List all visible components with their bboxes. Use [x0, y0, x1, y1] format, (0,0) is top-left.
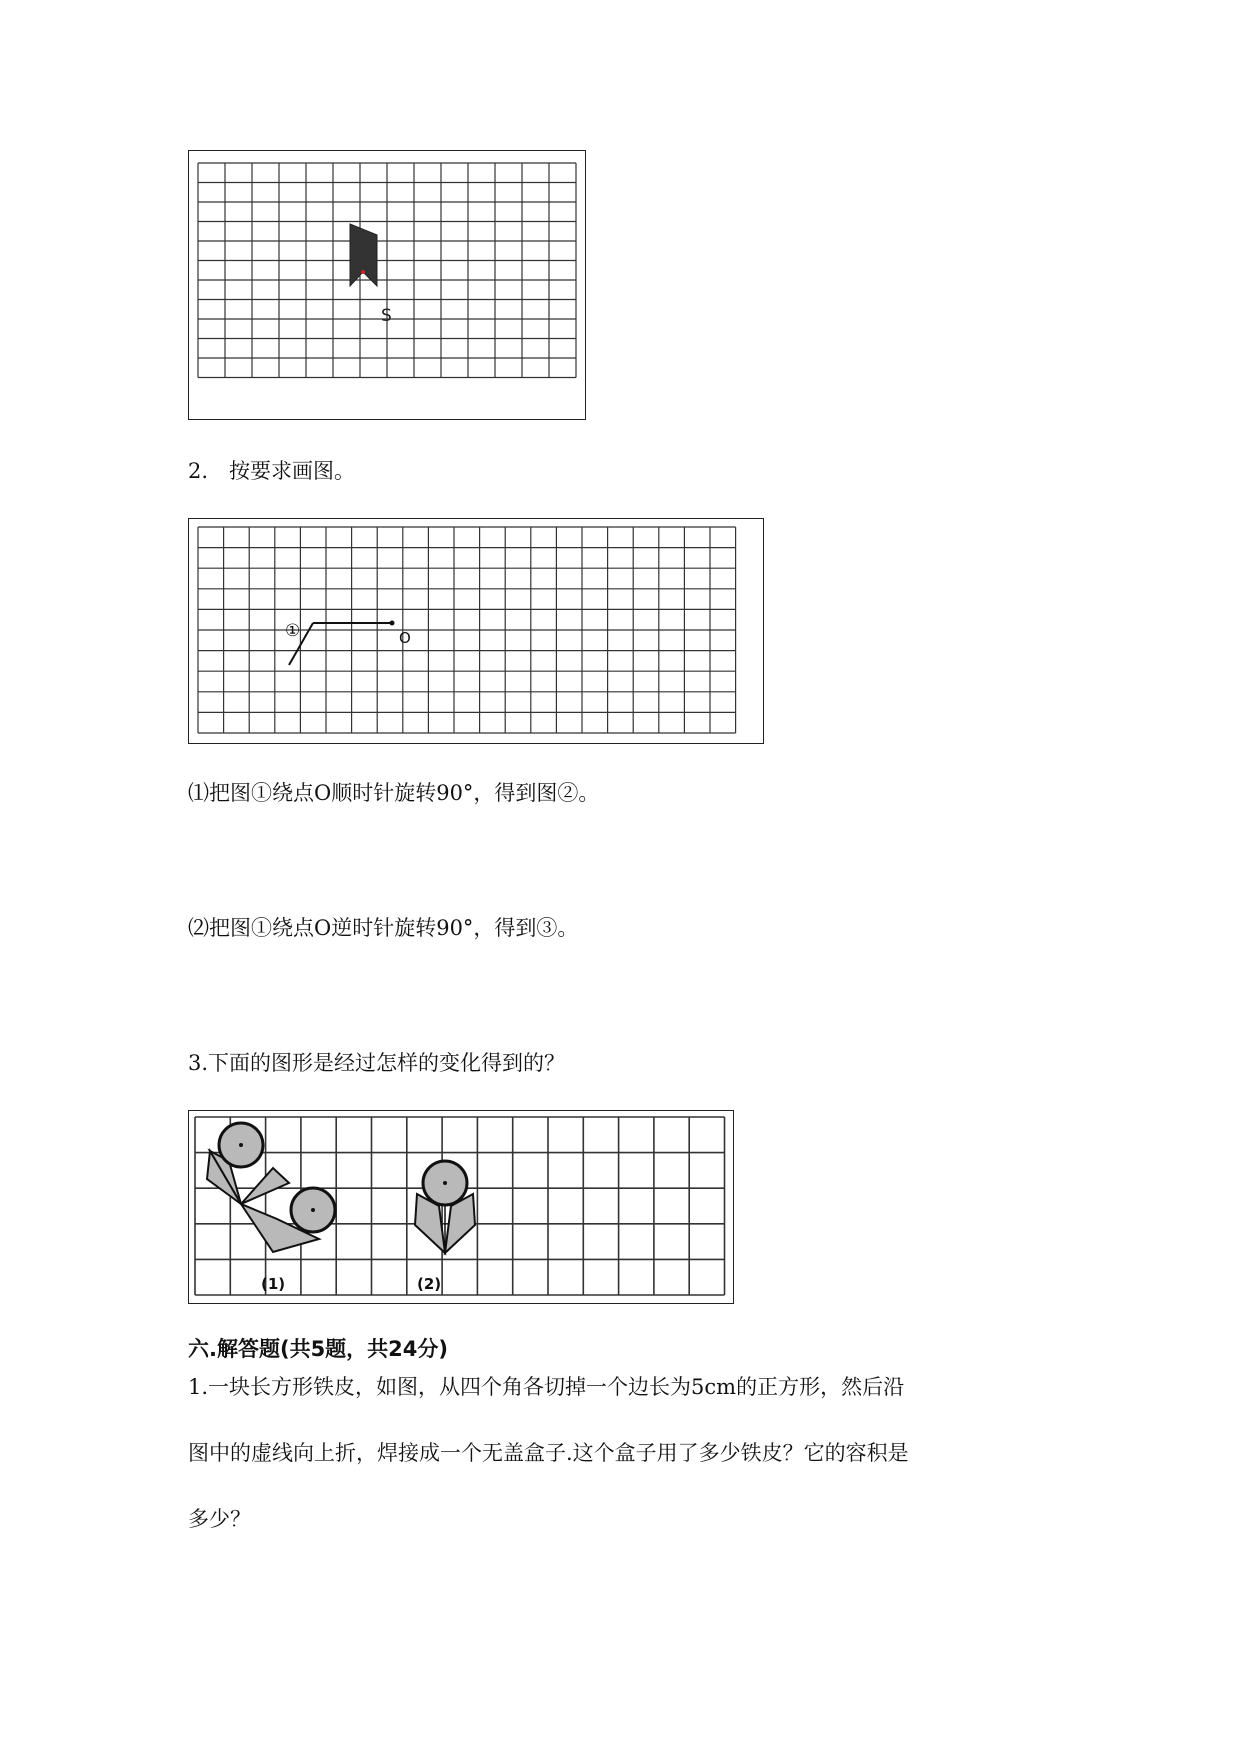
grid-lines — [198, 527, 736, 733]
dark-shape — [350, 224, 377, 286]
label-figure-1: (1) — [261, 1275, 286, 1293]
circle-1a-center — [239, 1143, 243, 1147]
section-6-q1-line-3: 多少？ — [188, 1507, 251, 1531]
figure-3-grid — [188, 1110, 734, 1304]
circle-1b-center — [311, 1208, 315, 1212]
section-6-q1-line-1: 1.一块长方形铁皮，如图，从四个角各切掉一个边长为5cm的正方形，然后沿 — [188, 1375, 905, 1399]
circle-2-center — [443, 1181, 447, 1185]
question-3-title: 3.下面的图形是经过怎样的变化得到的？ — [188, 1051, 566, 1075]
section-6-q1-line-2: 图中的虚线向上折，焊接成一个无盖盒子.这个盒子用了多少铁皮？它的容积是 — [188, 1441, 909, 1465]
point-s — [361, 270, 365, 274]
label-point-o: O — [399, 629, 411, 647]
label-shape-1: ① — [285, 621, 301, 641]
grid-lines — [198, 163, 576, 378]
section-6-heading: 六.解答题(共5题，共24分) — [188, 1337, 449, 1361]
label-s: S — [381, 306, 392, 326]
question-2-title: 2. 按要求画图。 — [188, 459, 356, 483]
figure-2-grid — [188, 518, 764, 744]
question-2-part-1: ⑴把图①绕点O顺时针旋转90°，得到图②。 — [188, 781, 600, 805]
figure-1-svg — [189, 151, 585, 419]
question-2-part-2: ⑵把图①绕点O逆时针旋转90°，得到③。 — [188, 916, 579, 940]
figure-3-svg — [189, 1111, 733, 1303]
label-figure-2: (2) — [417, 1275, 442, 1293]
figure-1-grid — [188, 150, 586, 420]
figure-2-svg — [189, 519, 763, 743]
point-o — [390, 621, 395, 626]
